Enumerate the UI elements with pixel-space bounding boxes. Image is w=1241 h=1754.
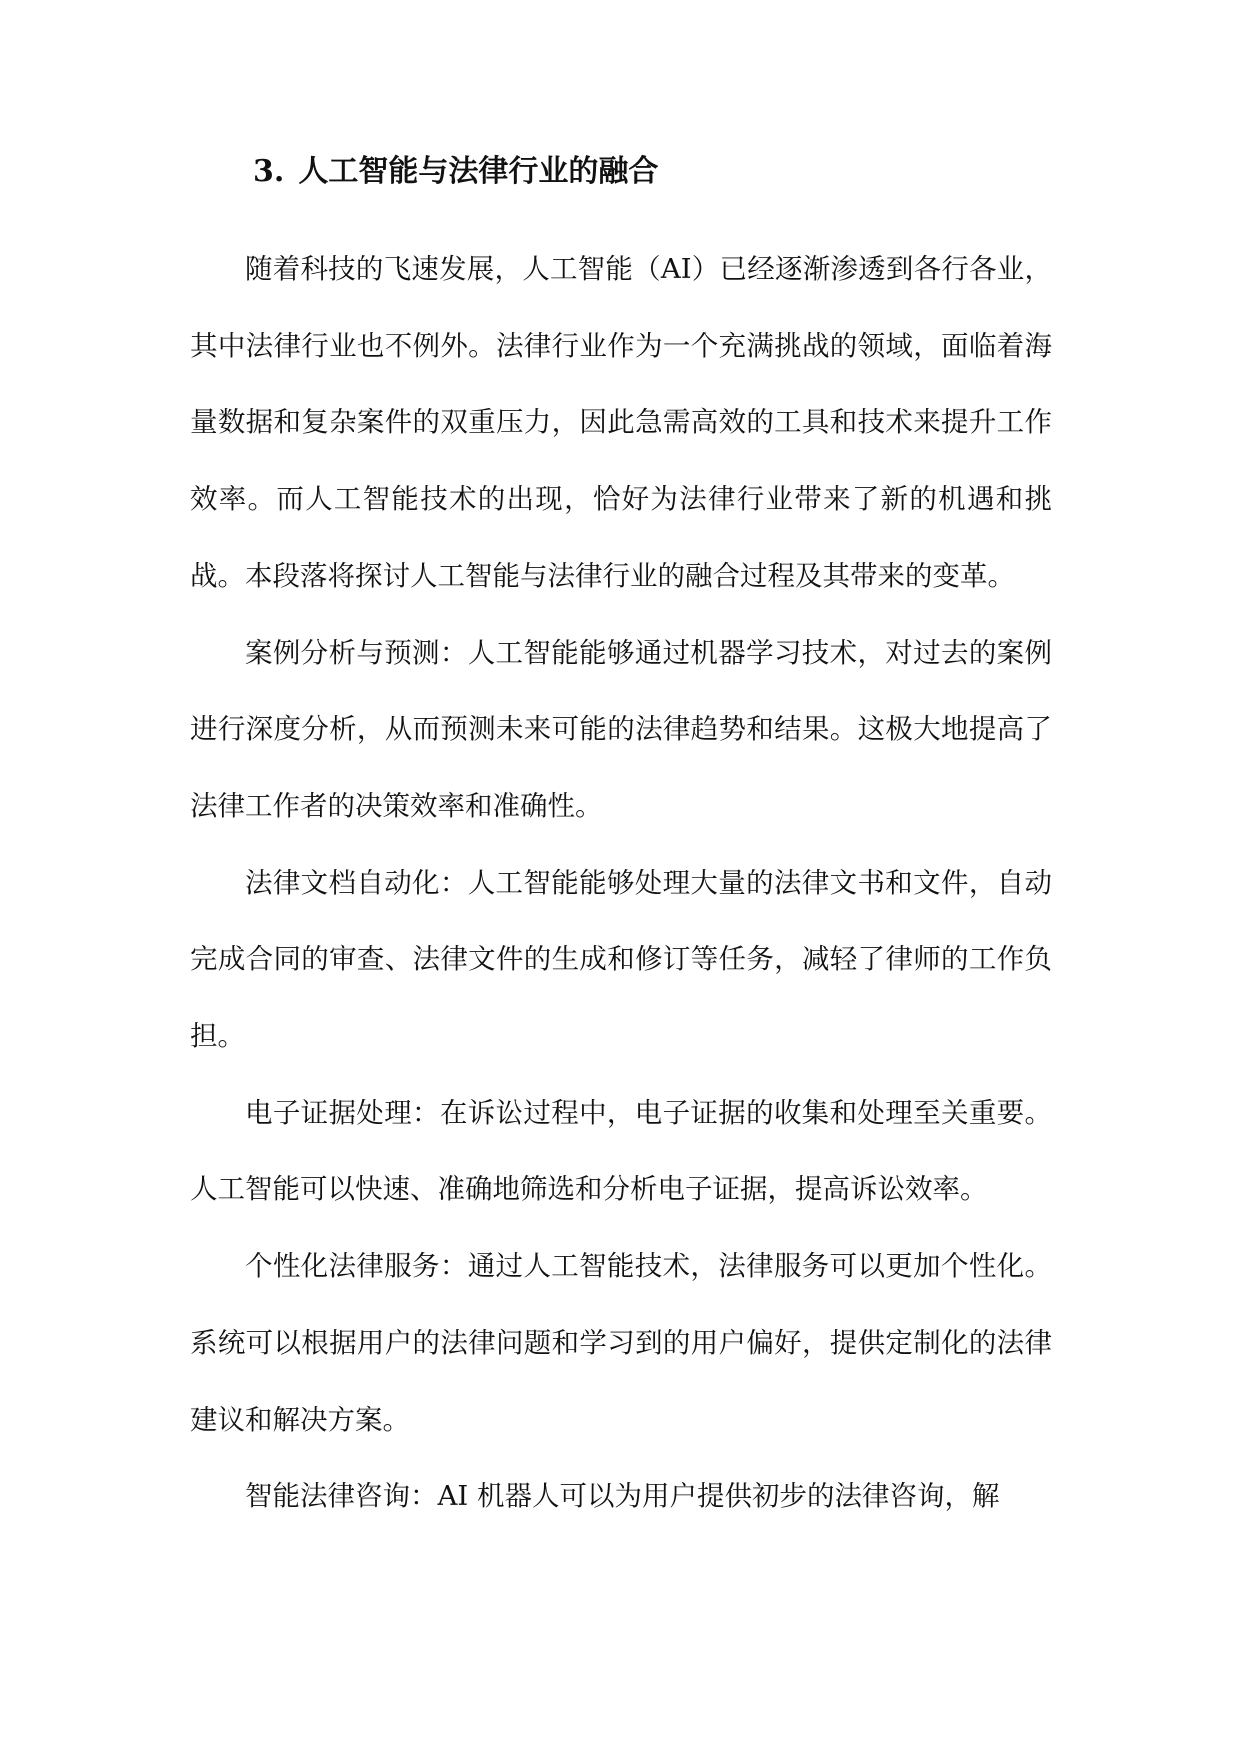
section-title: 人工智能与法律行业的融合 [298, 154, 659, 189]
paragraph-personalized-service: 个性化法律服务：通过人工智能技术，法律服务可以更加个性化。系统可以根据用户的法律问题和学习到的用户偏好，提供定制化的法律建议和解决方案。 [190, 1250, 1052, 1436]
paragraph-intro: 随着科技的飞速发展，人工智能（AI）已经逐渐渗透到各行各业，其中法律行业也不例外。法律行业作为一个充满挑战的领域，面临着海量数据和复杂案件的双重压力，因此急需高效的工具和技术来提升工作效率。而人工智能技术的出现，恰好为法律行业带来了新的机遇和挑战。本段落将探讨人工智能与法律行业的融合过程及其带来的变革。 [190, 253, 1052, 592]
paragraph-electronic-evidence: 电子证据处理：在诉讼过程中，电子证据的收集和处理至关重要。人工智能可以快速、准确地筛选和分析电子证据，提高诉讼效率。 [190, 1096, 1052, 1206]
section-heading [253, 146, 658, 198]
body-text [190, 231, 1052, 1535]
paragraph-document-automation: 法律文档自动化：人工智能能够处理大量的法律文书和文件，自动完成合同的审查、法律文件的生成和修订等任务，减轻了律师的工作负担。 [190, 866, 1052, 1053]
paragraph-smart-consulting: 智能法律咨询：AI 机器人可以为用户提供初步的法律咨询，解 [245, 1480, 1000, 1513]
section-number: 3. [253, 154, 285, 189]
paragraph-case-analysis: 案例分析与预测：人工智能能够通过机器学习技术，对过去的案例进行深度分析，从而预测未来可能的法律趋势和结果。这极大地提高了法律工作者的决策效率和准确性。 [190, 636, 1052, 822]
